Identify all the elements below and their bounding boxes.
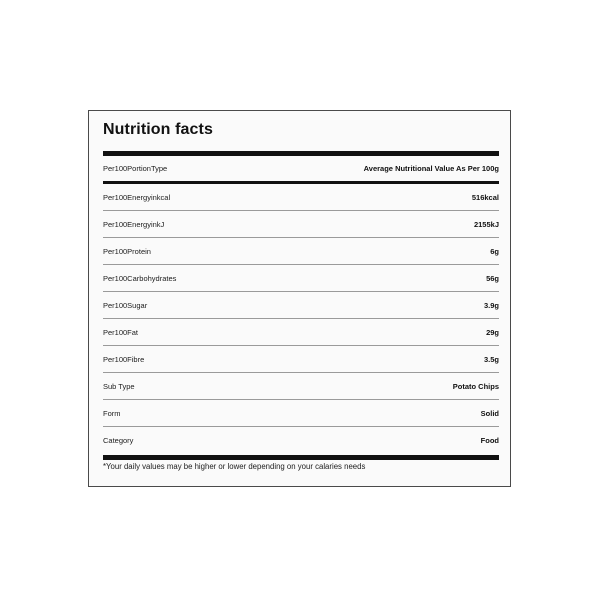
nutrition-row-carbohydrates bbox=[103, 265, 499, 292]
row-value: 2155kJ bbox=[473, 219, 499, 229]
nutrition-row-form bbox=[103, 400, 499, 427]
row-value: Solid bbox=[480, 408, 499, 418]
row-label: Per100Protein bbox=[103, 246, 151, 256]
header-value: Average Nutritional Value As Per 100g bbox=[363, 164, 499, 173]
nutrition-row-fat bbox=[103, 319, 499, 346]
row-label: Per100Sugar bbox=[103, 300, 148, 310]
nutrition-row-category bbox=[103, 427, 499, 454]
row-value: 516kcal bbox=[471, 192, 499, 202]
bottom-divider bbox=[103, 455, 499, 460]
row-label: Per100EnergyinkJ bbox=[103, 219, 165, 229]
row-value: 6g bbox=[490, 246, 499, 256]
row-label: Per100Carbohydrates bbox=[103, 273, 177, 283]
header-label: Per100PortionType bbox=[103, 164, 168, 173]
row-label: Per100Energyinkcal bbox=[103, 192, 171, 202]
nutrition-facts-panel bbox=[88, 110, 511, 487]
row-label: Per100Fat bbox=[103, 327, 139, 337]
row-label: Sub Type bbox=[103, 381, 135, 391]
nutrition-row-energy-kj bbox=[103, 211, 499, 238]
nutrition-table bbox=[103, 156, 499, 454]
nutrition-row-energy-kcal bbox=[103, 184, 499, 211]
row-label: Form bbox=[103, 408, 121, 418]
row-value: 3.9g bbox=[483, 300, 499, 310]
row-value: 29g bbox=[486, 327, 499, 337]
row-value: Food bbox=[480, 436, 499, 445]
nutrition-row-sub-type bbox=[103, 373, 499, 400]
nutrition-row-protein bbox=[103, 238, 499, 265]
row-value: 56g bbox=[486, 273, 499, 283]
nutrition-title: Nutrition facts bbox=[103, 121, 213, 138]
daily-values-footnote: *Your daily values may be higher or lower depending on your calaries needs bbox=[103, 462, 366, 471]
table-header-row bbox=[103, 156, 499, 184]
row-value: 3.5g bbox=[483, 354, 499, 364]
row-label: Category bbox=[103, 436, 134, 445]
nutrition-row-sugar bbox=[103, 292, 499, 319]
row-label: Per100Fibre bbox=[103, 354, 145, 364]
row-value: Potato Chips bbox=[452, 381, 499, 391]
nutrition-row-fibre bbox=[103, 346, 499, 373]
